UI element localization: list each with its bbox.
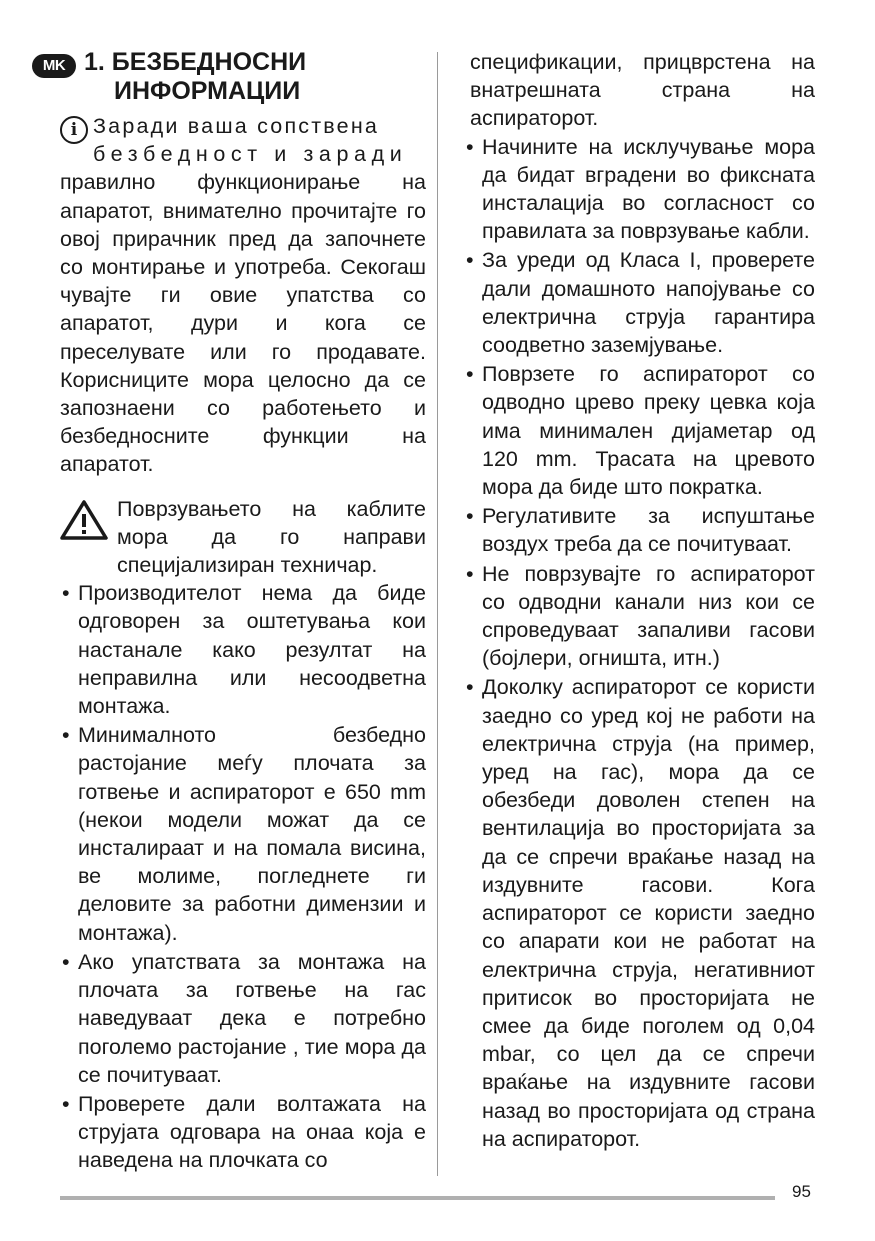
page-number: 95	[792, 1182, 811, 1201]
intro-paragraph	[60, 112, 426, 479]
list-item: • Регулативите за испуштање воздух треба да се почитуваат.	[464, 502, 815, 558]
warning-note	[60, 495, 426, 580]
list-item: • Проверете дали волтажата на струјата одговара на онаа која е наведена на плочката со	[60, 1090, 426, 1175]
intro-text: правилно функционирање на апаратот, внимателно прочитајте го овој прирачник пред да започнете со монтирање и употреба. Секогаш чувајте ги овие упатства со апаратот, дури и кога се преселувате или го продавате. Корисниците мора целосно да се запознаени со работењето и безбедносните функции на апаратот.	[60, 170, 426, 477]
footer-rule	[60, 1196, 775, 1200]
list-item: • Производителот нема да биде одговорен за оштетувања кои настанале како резултат на неправилна или несоодветна монтажа.	[60, 579, 426, 720]
section-heading	[42, 48, 426, 106]
list-item: • Начините на исклучување мора да бидат вградени во фиксната инсталација во согласност со правилата за поврзување кабли.	[464, 133, 815, 246]
column-divider	[437, 52, 438, 1176]
language-badge: MK	[32, 54, 76, 78]
warning-triangle-icon	[60, 499, 108, 541]
right-column	[464, 48, 815, 1154]
list-item: • Ако упатствата за монтажа на плочата за готвење на гас наведуваат дека е потребно поголемо растојание , тие мора да се почитуваат.	[60, 948, 426, 1089]
right-bullet-list	[464, 133, 815, 1153]
list-item: • Доколку аспираторот се користи заедно со уред кој не работи на електрична струја (на пример, уред на гас), мора да се обезбеди доволен степен на вентилација во просторијата за да се спречи враќање назад на издувните гасови. Кога аспираторот се користи заедно со апарати кои не работат на електрична струја, негативниот притисок во просторијата не смее да биде поголем од 0,04 mbar, со цел да се спречи враќање на издувните гасови назад во просторијата од страна на аспираторот.	[464, 673, 815, 1152]
intro-line-2: безбедност и заради	[93, 142, 408, 167]
list-item: • Поврзете го аспираторот со одводно црево преку цевка која има минимален дијаметар од 120 mm. Трасата на цревото мора да биде што пократка.	[464, 360, 815, 501]
continued-text: спецификации, прицврстена на внатрешната страна на аспираторот.	[470, 50, 815, 131]
left-bullet-list	[60, 579, 426, 1174]
section-title	[84, 48, 306, 106]
section-title-line2: ИНФОРМАЦИИ	[114, 77, 301, 105]
list-item: • Минималното безбедно растојание меѓу плочата за готвење и аспираторот е 650 mm (некои модели можат да се инсталираат и на помала висина, ве молиме, погледнете ги деловите за работни димензии и монтажа).	[60, 721, 426, 947]
left-column	[42, 48, 426, 1176]
intro-line-1: Заради ваша сопствена	[93, 114, 380, 138]
list-item: • Не поврзувајте го аспираторот со одводни канали низ кои се спроведуваат запаливи гасови (бојлери, огништа, итн.)	[464, 560, 815, 673]
info-icon: i	[60, 116, 88, 144]
warning-text: Поврзувањето на каблите мора да го направи специјализиран техничар.	[117, 496, 426, 578]
section-title-line1: 1. БЕЗБЕДНОСНИ	[84, 48, 307, 76]
list-item: • За уреди од Класа I, проверете дали домашното напојување со електрична струја гарантира соодветно заземјување.	[464, 246, 815, 359]
